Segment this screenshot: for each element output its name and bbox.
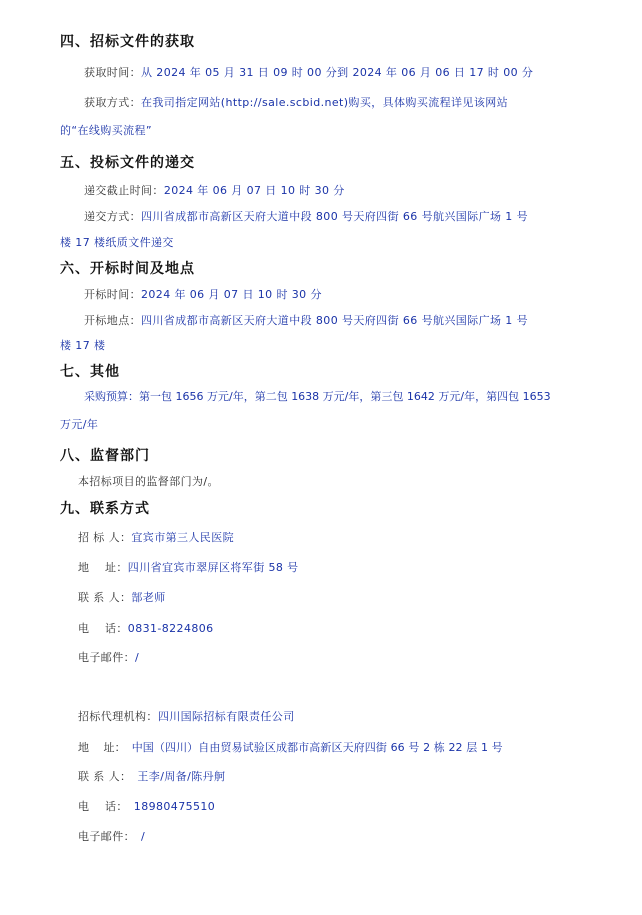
- buyer-contact-value: 郜老师: [131, 591, 166, 604]
- opening-place-row: [84, 312, 528, 328]
- buyer-email-label: 电子邮件：: [78, 651, 135, 664]
- agent-name-row: [78, 708, 295, 724]
- buyer-contact-label: 联 系 人：: [78, 591, 132, 604]
- buyer-address-row: [78, 559, 299, 575]
- agent-contact-value: 王李/周备/陈丹舸: [137, 770, 226, 783]
- opening-time-value: 2024 年 06 月 07 日 10 时 30 分: [141, 288, 322, 301]
- agent-name-value: 四川国际招标有限责任公司: [157, 710, 295, 723]
- buyer-phone-row: [78, 620, 214, 636]
- agent-email-value: /: [141, 830, 146, 843]
- submit-deadline-value: 2024 年 06 月 07 日 10 时 30 分: [163, 184, 345, 197]
- section-6-heading: 六、开标时间及地点: [60, 261, 195, 277]
- submit-method-label: 递交方式：: [84, 210, 141, 223]
- submit-method-value-cont: 楼 17 楼纸质文件递交: [60, 236, 174, 249]
- agent-address-value: 中国（四川）自由贸易试验区成都市高新区天府四街 66 号 2 栋 22 层 1 号: [131, 741, 503, 754]
- opening-time-row: [84, 286, 322, 302]
- buyer-phone-label: 电 话：: [78, 622, 128, 635]
- section-4-heading: 四、招标文件的获取: [60, 34, 195, 50]
- obtain-method-value-cont: 的“在线购买流程”: [60, 124, 152, 137]
- buyer-name-label: 招 标 人：: [78, 531, 132, 544]
- buyer-name-row: [78, 529, 234, 545]
- opening-time-label: 开标时间：: [84, 288, 141, 301]
- section-9-heading: 九、联系方式: [60, 501, 150, 517]
- agent-name-label: 招标代理机构：: [78, 710, 158, 723]
- buyer-contact-row: [78, 589, 166, 605]
- buyer-email-value: /: [135, 651, 140, 664]
- buyer-name-value: 宜宾市第三人民医院: [131, 531, 235, 544]
- submit-method-value: 四川省成都市高新区天府大道中段 800 号天府四街 66 号航兴国际广场 1 号: [141, 210, 528, 223]
- agent-email-row: [78, 828, 145, 844]
- supervision-text: 本招标项目的监督部门为/。: [78, 475, 219, 488]
- obtain-method-value: 在我司指定网站(http://sale.scbid.net)购买，具体购买流程详见该网站: [141, 96, 509, 109]
- agent-phone-value: 18980475510: [133, 800, 216, 813]
- obtain-time-row: [84, 64, 533, 80]
- obtain-method-label: 获取方式：: [84, 96, 141, 109]
- agent-contact-row: [78, 768, 225, 784]
- budget-line-cont: 万元/年: [60, 418, 99, 431]
- agent-address-row: [78, 739, 503, 755]
- agent-phone-row: [78, 798, 215, 814]
- opening-place-value-cont: 楼 17 楼: [60, 339, 106, 352]
- buyer-email-row: [78, 649, 139, 665]
- submit-deadline-label: 递交截止时间：: [84, 184, 164, 197]
- agent-phone-label: 电 话：: [78, 800, 128, 813]
- obtain-time-value: 从 2024 年 05 月 31 日 09 时 00 分到 2024 年 06 月 06 日 17 时 00 分: [141, 66, 534, 79]
- section-7-heading: 七、其他: [60, 364, 120, 380]
- agent-email-label: 电子邮件：: [78, 830, 135, 843]
- obtain-time-label: 获取时间：: [84, 66, 141, 79]
- obtain-method-row: [84, 94, 508, 110]
- agent-address-label: 地 址：: [78, 741, 126, 754]
- buyer-address-value: 四川省宜宾市翠屏区将军街 58 号: [127, 561, 299, 574]
- budget-line: 采购预算：第一包 1656 万元/年，第二包 1638 万元/年，第三包 1642 万元/年，第四包 1653: [84, 390, 551, 403]
- section-5-heading: 五、投标文件的递交: [60, 155, 195, 171]
- submit-deadline-row: [84, 182, 345, 198]
- submit-method-row: [84, 208, 528, 224]
- section-8-heading: 八、监督部门: [60, 448, 150, 464]
- buyer-phone-value: 0831-8224806: [127, 622, 214, 635]
- agent-contact-label: 联 系 人：: [78, 770, 132, 783]
- buyer-address-label: 地 址：: [78, 561, 128, 574]
- opening-place-label: 开标地点：: [84, 314, 141, 327]
- opening-place-value: 四川省成都市高新区天府大道中段 800 号天府四街 66 号航兴国际广场 1 号: [141, 314, 528, 327]
